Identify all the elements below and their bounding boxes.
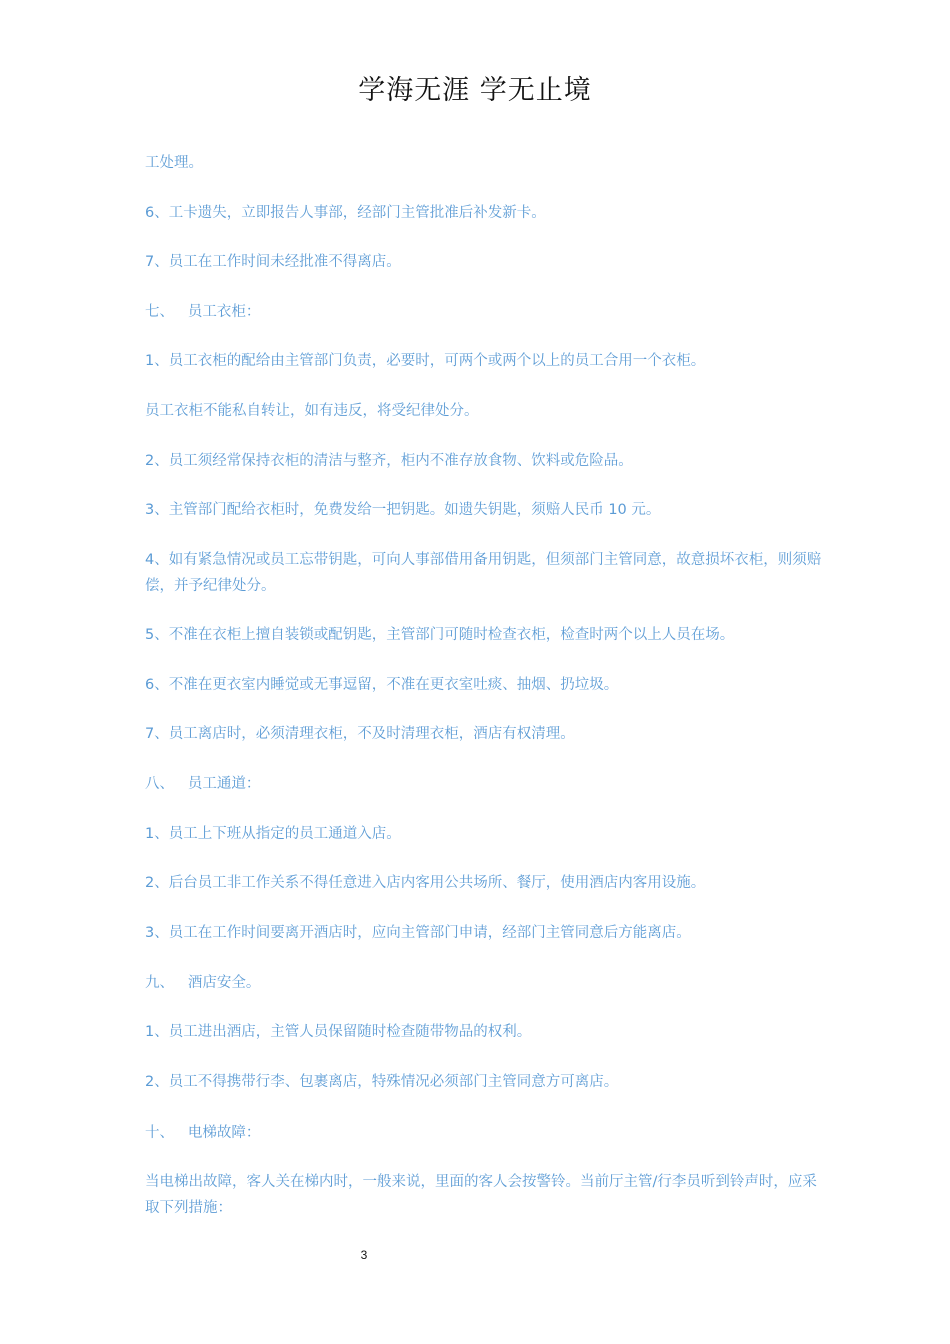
section-heading: 七、 员工衣柜： bbox=[145, 304, 261, 320]
paragraph: 6、工卡遗失，立即报告人事部，经部门主管批准后补发新卡。 bbox=[145, 205, 546, 221]
paragraph: 7、员工在工作时间未经批准不得离店。 bbox=[145, 254, 401, 270]
paragraph: 4、如有紧急情况或员工忘带钥匙，可向人事部借用备用钥匙，但须部门主管同意，故意损坏衣柜，则须赔偿，并予纪律处分。 bbox=[145, 552, 822, 594]
paragraph: 5、不准在衣柜上擅自装锁或配钥匙，主管部门可随时检查衣柜，检查时两个以上人员在场。 bbox=[145, 627, 735, 643]
paragraph: 2、员工须经常保持衣柜的清洁与整齐，柜内不准存放食物、饮料或危险品。 bbox=[145, 453, 633, 469]
paragraph: 6、不准在更衣室内睡觉或无事逗留，不准在更衣室吐痰、抽烟、扔垃圾。 bbox=[145, 677, 619, 693]
paragraph: 1、员工衣柜的配给由主管部门负责，必要时，可两个或两个以上的员工合用一个衣柜。 bbox=[145, 353, 706, 369]
paragraph: 当电梯出故障，客人关在梯内时，一般来说，里面的客人会按警铃。当前厅主管/行李员听到铃声时，应采取下列措施： bbox=[145, 1174, 817, 1216]
paragraph: 7、员工离店时，必须清理衣柜，不及时清理衣柜，酒店有权清理。 bbox=[145, 726, 575, 742]
paragraph: 工处理。 bbox=[145, 155, 203, 171]
section-heading: 八、 员工通道： bbox=[145, 776, 261, 792]
paragraph: 1、员工上下班从指定的员工通道入店。 bbox=[145, 826, 401, 842]
paragraph: 3、主管部门配给衣柜时，免费发给一把钥匙。如遗失钥匙，须赔人民币 10 元。 bbox=[145, 502, 661, 518]
section-heading: 十、 电梯故障： bbox=[145, 1125, 261, 1141]
paragraph: 3、员工在工作时间要离开酒店时，应向主管部门申请，经部门主管同意后方能离店。 bbox=[145, 925, 691, 941]
section-heading: 九、 酒店安全。 bbox=[145, 975, 261, 991]
page-number: 3 bbox=[360, 1248, 368, 1262]
paragraph: 1、员工进出酒店，主管人员保留随时检查随带物品的权利。 bbox=[145, 1024, 532, 1040]
paragraph: 2、员工不得携带行李、包裹离店，特殊情况必须部门主管同意方可离店。 bbox=[145, 1074, 619, 1090]
page-header-title: 学海无涯 学无止境 bbox=[358, 75, 592, 106]
paragraph: 员工衣柜不能私自转让，如有违反，将受纪律处分。 bbox=[145, 403, 479, 419]
paragraph: 2、后台员工非工作关系不得任意进入店内客用公共场所、餐厅，使用酒店内客用设施。 bbox=[145, 875, 706, 891]
